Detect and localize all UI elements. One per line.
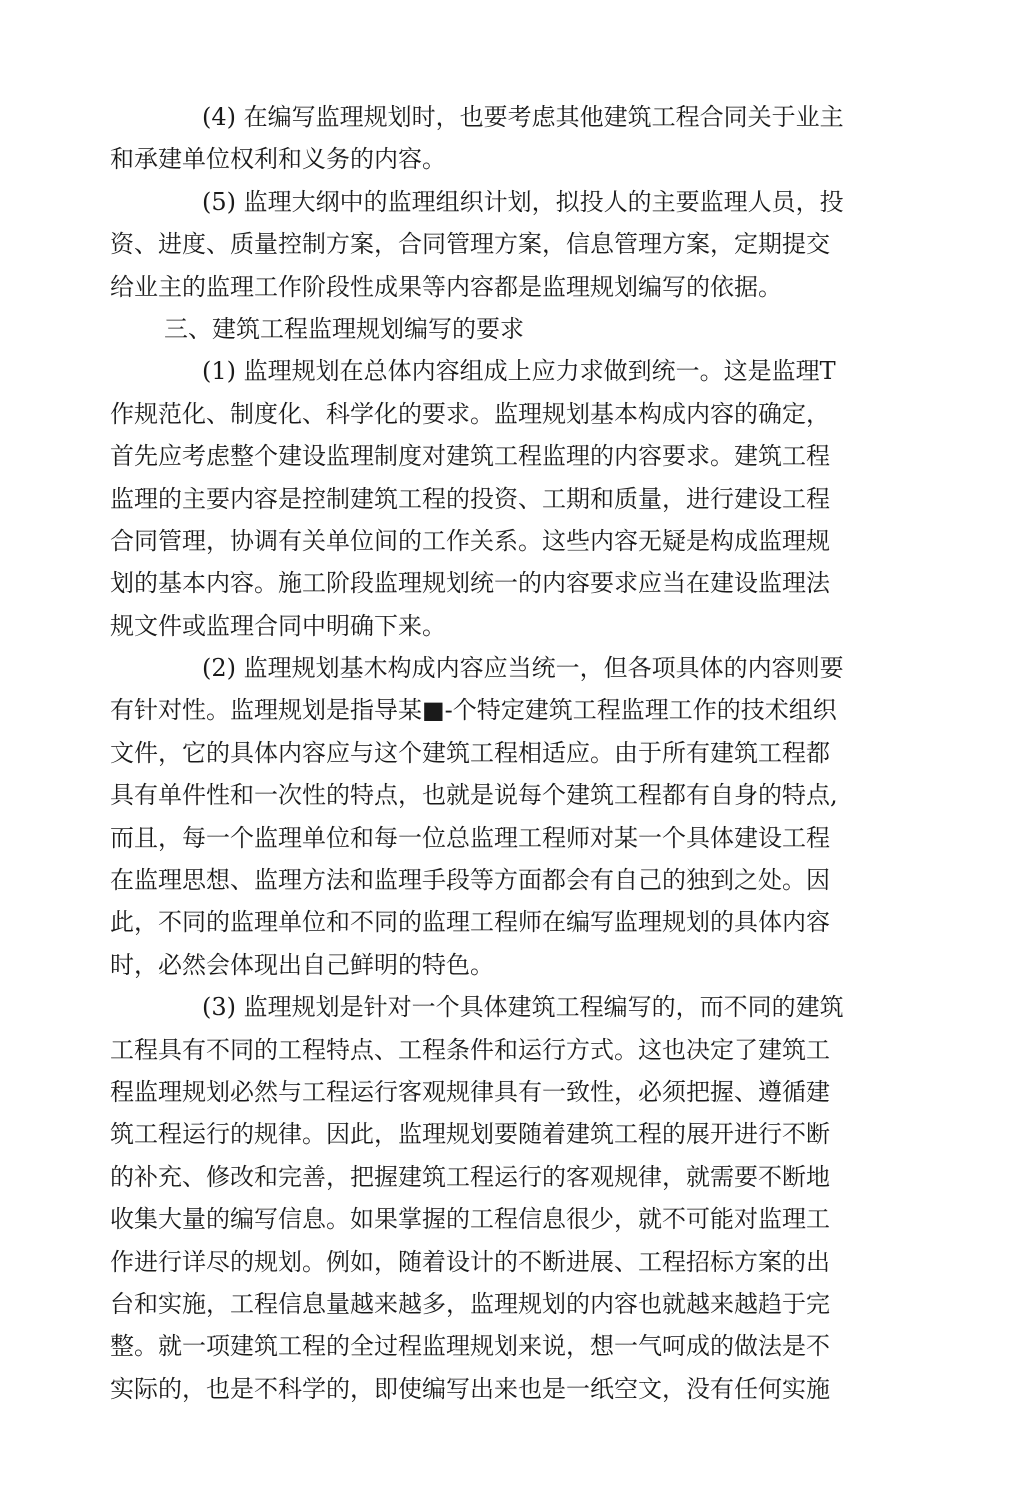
line-text: (1) 监理规划在总体内容组成上应力求做到统一。这是监理T [202,357,836,386]
text-line [110,986,870,1028]
text-line [110,1325,870,1367]
text-line [110,1198,870,1240]
line-text: 合同管理，协调有关单位间的工作关系。这些内容无疑是构成监理规 [110,526,830,555]
text-line [110,901,870,943]
text-line [110,562,870,604]
line-text: 整。就一项建筑工程的全过程监理规划来说，想一气呵成的做法是不 [110,1332,830,1361]
line-text: 资、进度、质量控制方案，合同管理方案，信息管理方案，定期提交 [110,230,830,259]
line-text: 具有单件性和一次性的特点，也就是说每个建筑工程都有自身的特点, [110,781,838,810]
text-line [110,732,870,774]
text-line [110,478,870,520]
line-text: 收集大量的编写信息。如果掌握的工程信息很少，就不可能对监理工 [110,1205,830,1234]
line-text: 和承建单位权利和义务的内容。 [110,145,446,174]
line-text: (5) 监理大纲中的监理组织计划，拟投人的主要监理人员，投 [202,187,844,216]
text-line [110,774,870,816]
text-line [110,859,870,901]
text-line [110,520,870,562]
line-text: 规文件或监理合同中明确下来。 [110,611,446,640]
text-line [110,1368,870,1410]
line-text: 实际的，也是不科学的，即使编写出来也是一纸空文，没有任何实施 [110,1374,830,1403]
line-text: 台和实施，工程信息量越来越多，监理规划的内容也就越来越趋于完 [110,1289,830,1318]
line-text: 有针对性。监理规划是指导某■-个特定建筑工程监理工作的技术组织 [110,696,837,725]
text-line [110,689,870,731]
line-text: 划的基本内容。施工阶段监理规划统一的内容要求应当在建设监理法 [110,569,830,598]
text-line [110,350,870,392]
text-line [110,223,870,265]
line-text: 监理的主要内容是控制建筑工程的投资、工期和质量，进行建设工程 [110,484,830,513]
line-text: (2) 监理规划基木构成内容应当统一，但各项具体的内容则要 [202,654,844,683]
section-heading [110,308,870,350]
text-line [110,605,870,647]
line-text: 而且，每一个监理单位和每一位总监理工程师对某一个具体建设工程 [110,823,830,852]
line-text: 在监理思想、监理方法和监理手段等方面都会有自己的独到之处。因 [110,866,830,895]
text-line [110,817,870,859]
text-line [110,96,870,138]
text-line [110,1071,870,1113]
line-text: 首先应考虑整个建设监理制度对建筑工程监理的内容要求。建筑工程 [110,442,830,471]
line-text: 作规范化、制度化、科学化的要求。监理规划基本构成内容的确定， [110,399,830,428]
text-line [110,1113,870,1155]
text-line [110,393,870,435]
heading-text: 三、建筑工程监理规划编写的要求 [164,314,524,343]
line-text: 文件，它的具体内容应与这个建筑工程相适应。由于所有建筑工程都 [110,738,830,767]
text-line [110,1029,870,1071]
text-line [110,1241,870,1283]
text-line [110,138,870,180]
line-text: 此，不同的监理单位和不同的监理工程师在编写监理规划的具体内容 [110,908,830,937]
line-text: 程监理规划必然与工程运行客观规律具有一致性，必须把握、遵循建 [110,1077,830,1106]
text-line [110,1283,870,1325]
line-text: 给业主的监理工作阶段性成果等内容都是监理规划编写的依据。 [110,272,782,301]
text-line [110,435,870,477]
line-text: (4) 在编写监理规划时，也要考虑其他建筑工程合同关于业主 [202,103,844,131]
line-text: 时，必然会体现出自己鲜明的特色。 [110,950,494,979]
text-line [110,647,870,689]
document-page [110,96,870,1410]
line-text: 工程具有不同的工程特点、工程条件和运行方式。这也决定了建筑工 [110,1035,830,1064]
text-line [110,1156,870,1198]
line-text: 的补充、修改和完善，把握建筑工程运行的客观规律，就需要不断地 [110,1162,830,1191]
text-line [110,944,870,986]
text-line [110,181,870,223]
line-text: (3) 监理规划是针对一个具体建筑工程编写的，而不同的建筑 [202,993,844,1022]
text-line [110,266,870,308]
line-text: 作进行详尽的规划。例如，随着设计的不断进展、工程招标方案的出 [110,1247,830,1276]
line-text: 筑工程运行的规律。因此，监理规划要随着建筑工程的展开进行不断 [110,1120,830,1149]
